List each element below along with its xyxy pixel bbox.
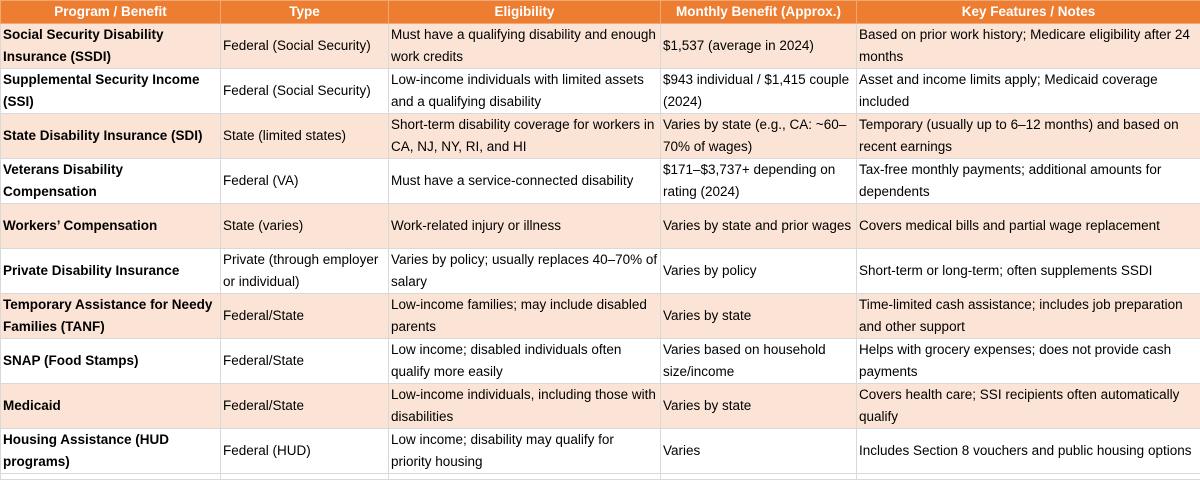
notes-cell[interactable]: Temporary (usually up to 6–12 months) and based on recent earnings xyxy=(857,114,1200,159)
type-cell[interactable]: Federal/State xyxy=(221,339,389,384)
program-cell[interactable]: Social Security Disability Insurance (SSDI) xyxy=(1,24,221,69)
table-row xyxy=(1,429,1200,474)
table-row xyxy=(1,384,1200,429)
eligibility-cell[interactable]: Varies by policy; usually replaces 40–70% of salary xyxy=(389,249,661,294)
table-row xyxy=(1,204,1200,249)
benefit-cell[interactable]: Varies by policy xyxy=(661,249,857,294)
benefit-cell[interactable]: Varies xyxy=(661,429,857,474)
table-row xyxy=(1,294,1200,339)
table-row xyxy=(1,24,1200,69)
notes-cell[interactable]: Helps with grocery expenses; does not provide cash payments xyxy=(857,339,1200,384)
eligibility-cell[interactable]: Short-term disability coverage for workers in CA, NJ, NY, RI, and HI xyxy=(389,114,661,159)
eligibility-cell[interactable]: Low-income families; may include disabled parents xyxy=(389,294,661,339)
type-cell[interactable]: Federal (Social Security) xyxy=(221,69,389,114)
benefit-cell[interactable]: Varies by state xyxy=(661,384,857,429)
notes-cell[interactable]: Asset and income limits apply; Medicaid coverage included xyxy=(857,69,1200,114)
benefit-cell[interactable]: $943 individual / $1,415 couple (2024) xyxy=(661,69,857,114)
benefit-cell[interactable]: Varies based on household size/income xyxy=(661,339,857,384)
table-row xyxy=(1,69,1200,114)
type-cell[interactable]: Federal/State xyxy=(221,294,389,339)
header-row xyxy=(1,1,1200,24)
eligibility-cell[interactable]: Low-income individuals with limited assets and a qualifying disability xyxy=(389,69,661,114)
notes-cell[interactable]: Covers medical bills and partial wage replacement xyxy=(857,204,1200,249)
program-cell[interactable]: Temporary Assistance for Needy Families (TANF) xyxy=(1,294,221,339)
program-cell[interactable]: Private Disability Insurance xyxy=(1,249,221,294)
notes-cell[interactable]: Time-limited cash assistance; includes job preparation and other support xyxy=(857,294,1200,339)
empty-cell[interactable] xyxy=(661,474,857,480)
table-row xyxy=(1,159,1200,204)
program-cell[interactable]: Housing Assistance (HUD programs) xyxy=(1,429,221,474)
empty-row xyxy=(1,474,1200,480)
benefit-cell[interactable]: $1,537 (average in 2024) xyxy=(661,24,857,69)
table-row xyxy=(1,249,1200,294)
program-cell[interactable]: Veterans Disability Compensation xyxy=(1,159,221,204)
table-row xyxy=(1,339,1200,384)
notes-cell[interactable]: Includes Section 8 vouchers and public housing options xyxy=(857,429,1200,474)
notes-cell[interactable]: Short-term or long-term; often supplements SSDI xyxy=(857,249,1200,294)
program-cell[interactable]: Workers’ Compensation xyxy=(1,204,221,249)
header-eligibility[interactable]: Eligibility xyxy=(389,1,661,24)
program-cell[interactable]: State Disability Insurance (SDI) xyxy=(1,114,221,159)
type-cell[interactable]: Federal (HUD) xyxy=(221,429,389,474)
header-key-features[interactable]: Key Features / Notes xyxy=(857,1,1200,24)
table-row xyxy=(1,114,1200,159)
eligibility-cell[interactable]: Work-related injury or illness xyxy=(389,204,661,249)
eligibility-cell[interactable]: Low-income individuals, including those with disabilities xyxy=(389,384,661,429)
benefit-cell[interactable]: Varies by state xyxy=(661,294,857,339)
type-cell[interactable]: Federal (VA) xyxy=(221,159,389,204)
eligibility-cell[interactable]: Must have a service-connected disability xyxy=(389,159,661,204)
program-cell[interactable]: Medicaid xyxy=(1,384,221,429)
eligibility-cell[interactable]: Must have a qualifying disability and enough work credits xyxy=(389,24,661,69)
program-cell[interactable]: SNAP (Food Stamps) xyxy=(1,339,221,384)
type-cell[interactable]: Private (through employer or individual) xyxy=(221,249,389,294)
empty-cell[interactable] xyxy=(1,474,221,480)
type-cell[interactable]: State (varies) xyxy=(221,204,389,249)
benefit-cell[interactable]: Varies by state (e.g., CA: ~60–70% of wages) xyxy=(661,114,857,159)
notes-cell[interactable]: Based on prior work history; Medicare eligibility after 24 months xyxy=(857,24,1200,69)
type-cell[interactable]: Federal (Social Security) xyxy=(221,24,389,69)
header-program[interactable]: Program / Benefit xyxy=(1,1,221,24)
eligibility-cell[interactable]: Low income; disabled individuals often qualify more easily xyxy=(389,339,661,384)
type-cell[interactable]: Federal/State xyxy=(221,384,389,429)
type-cell[interactable]: State (limited states) xyxy=(221,114,389,159)
notes-cell[interactable]: Tax-free monthly payments; additional amounts for dependents xyxy=(857,159,1200,204)
benefit-cell[interactable]: $171–$3,737+ depending on rating (2024) xyxy=(661,159,857,204)
notes-cell[interactable]: Covers health care; SSI recipients often automatically qualify xyxy=(857,384,1200,429)
benefit-cell[interactable]: Varies by state and prior wages xyxy=(661,204,857,249)
header-monthly-benefit[interactable]: Monthly Benefit (Approx.) xyxy=(661,1,857,24)
program-cell[interactable]: Supplemental Security Income (SSI) xyxy=(1,69,221,114)
empty-cell[interactable] xyxy=(221,474,389,480)
eligibility-cell[interactable]: Low income; disability may qualify for priority housing xyxy=(389,429,661,474)
header-type[interactable]: Type xyxy=(221,1,389,24)
empty-cell[interactable] xyxy=(857,474,1200,480)
empty-cell[interactable] xyxy=(389,474,661,480)
